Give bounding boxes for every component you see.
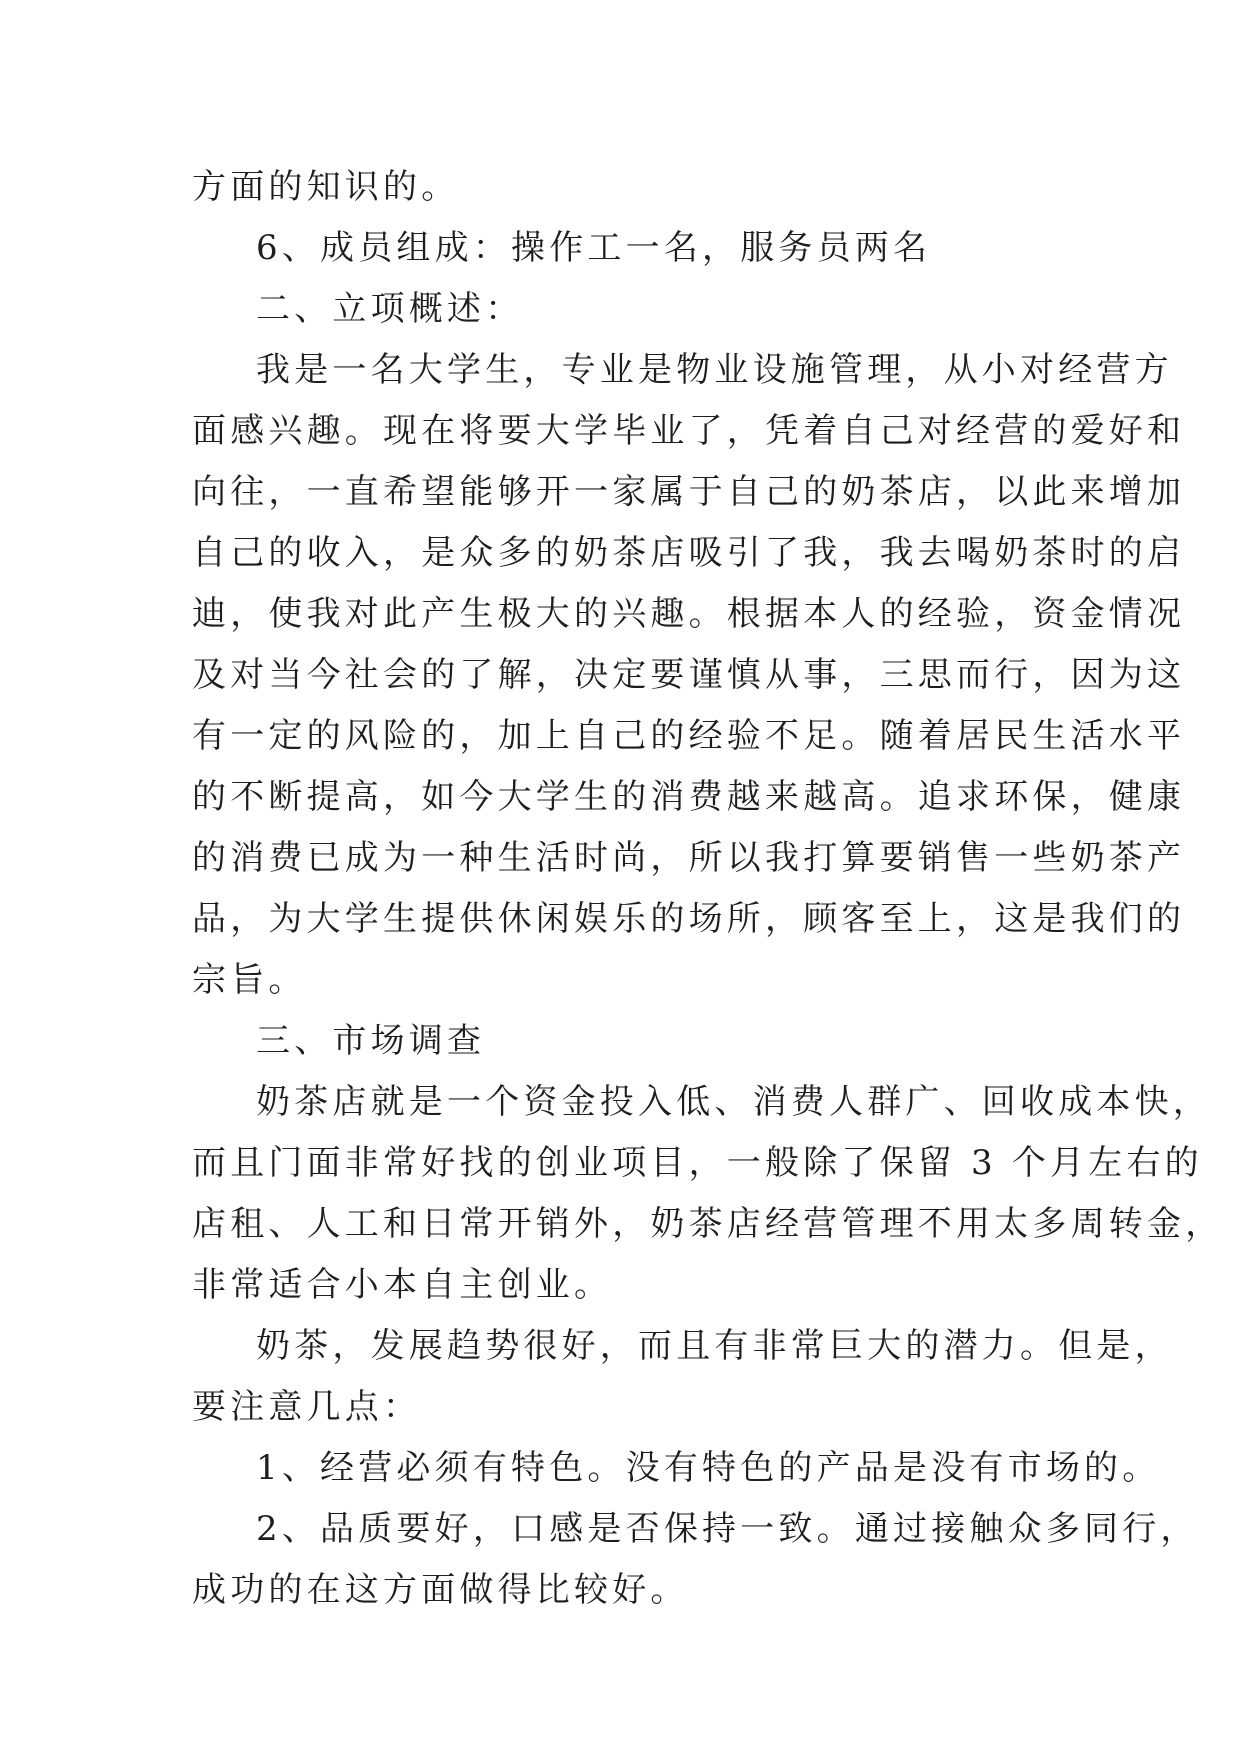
list-item: 1、经营必须有特色。没有特色的产品是没有市场的。 bbox=[256, 1448, 1161, 1488]
text-line: 的不断提高，如今大学生的消费越来越高。追求环保，健康 bbox=[192, 777, 1186, 817]
text-line: 有一定的风险的，加上自己的经验不足。随着居民生活水平 bbox=[192, 716, 1186, 756]
text-line: 方面的知识的。 bbox=[192, 167, 460, 207]
text-line: 自己的收入，是众多的奶茶店吸引了我，我去喝奶茶时的启 bbox=[192, 533, 1186, 573]
text-line: 奶茶店就是一个资金投入低、消费人群广、回收成本快， bbox=[256, 1082, 1211, 1122]
text-line: 店租、人工和日常开销外，奶茶店经营管理不用太多周转金， bbox=[192, 1204, 1224, 1244]
text-line: 及对当今社会的了解，决定要谨慎从事，三思而行，因为这 bbox=[192, 655, 1186, 695]
text-line: 宗旨。 bbox=[192, 960, 307, 1000]
text-line: 奶茶，发展趋势很好，而且有非常巨大的潜力。但是， bbox=[256, 1326, 1173, 1366]
text-line: 我是一名大学生，专业是物业设施管理，从小对经营方 bbox=[256, 350, 1173, 390]
text-line: 迪，使我对此产生极大的兴趣。根据本人的经验，资金情况 bbox=[192, 594, 1186, 634]
text-line: 面感兴趣。现在将要大学毕业了，凭着自己对经营的爱好和 bbox=[192, 411, 1186, 451]
text-line: 6、成员组成：操作工一名，服务员两名 bbox=[256, 228, 932, 268]
text-line: 而且门面非常好找的创业项目，一般除了保留 3 个月左右的 bbox=[192, 1143, 1203, 1183]
list-item: 2、品质要好，口感是否保持一致。通过接触众多同行， bbox=[256, 1509, 1199, 1549]
text-line: 向往，一直希望能够开一家属于自己的奶茶店，以此来增加 bbox=[192, 472, 1186, 512]
section-heading: 三、市场调查 bbox=[256, 1021, 486, 1061]
text-line: 要注意几点： bbox=[192, 1387, 422, 1427]
text-line: 品，为大学生提供休闲娱乐的场所，顾客至上，这是我们的 bbox=[192, 899, 1186, 939]
section-heading: 二、立项概述： bbox=[256, 289, 524, 329]
text-line: 非常适合小本自主创业。 bbox=[192, 1265, 613, 1305]
text-line: 成功的在这方面做得比较好。 bbox=[192, 1570, 689, 1610]
text-line: 的消费已成为一种生活时尚，所以我打算要销售一些奶茶产 bbox=[192, 838, 1186, 878]
